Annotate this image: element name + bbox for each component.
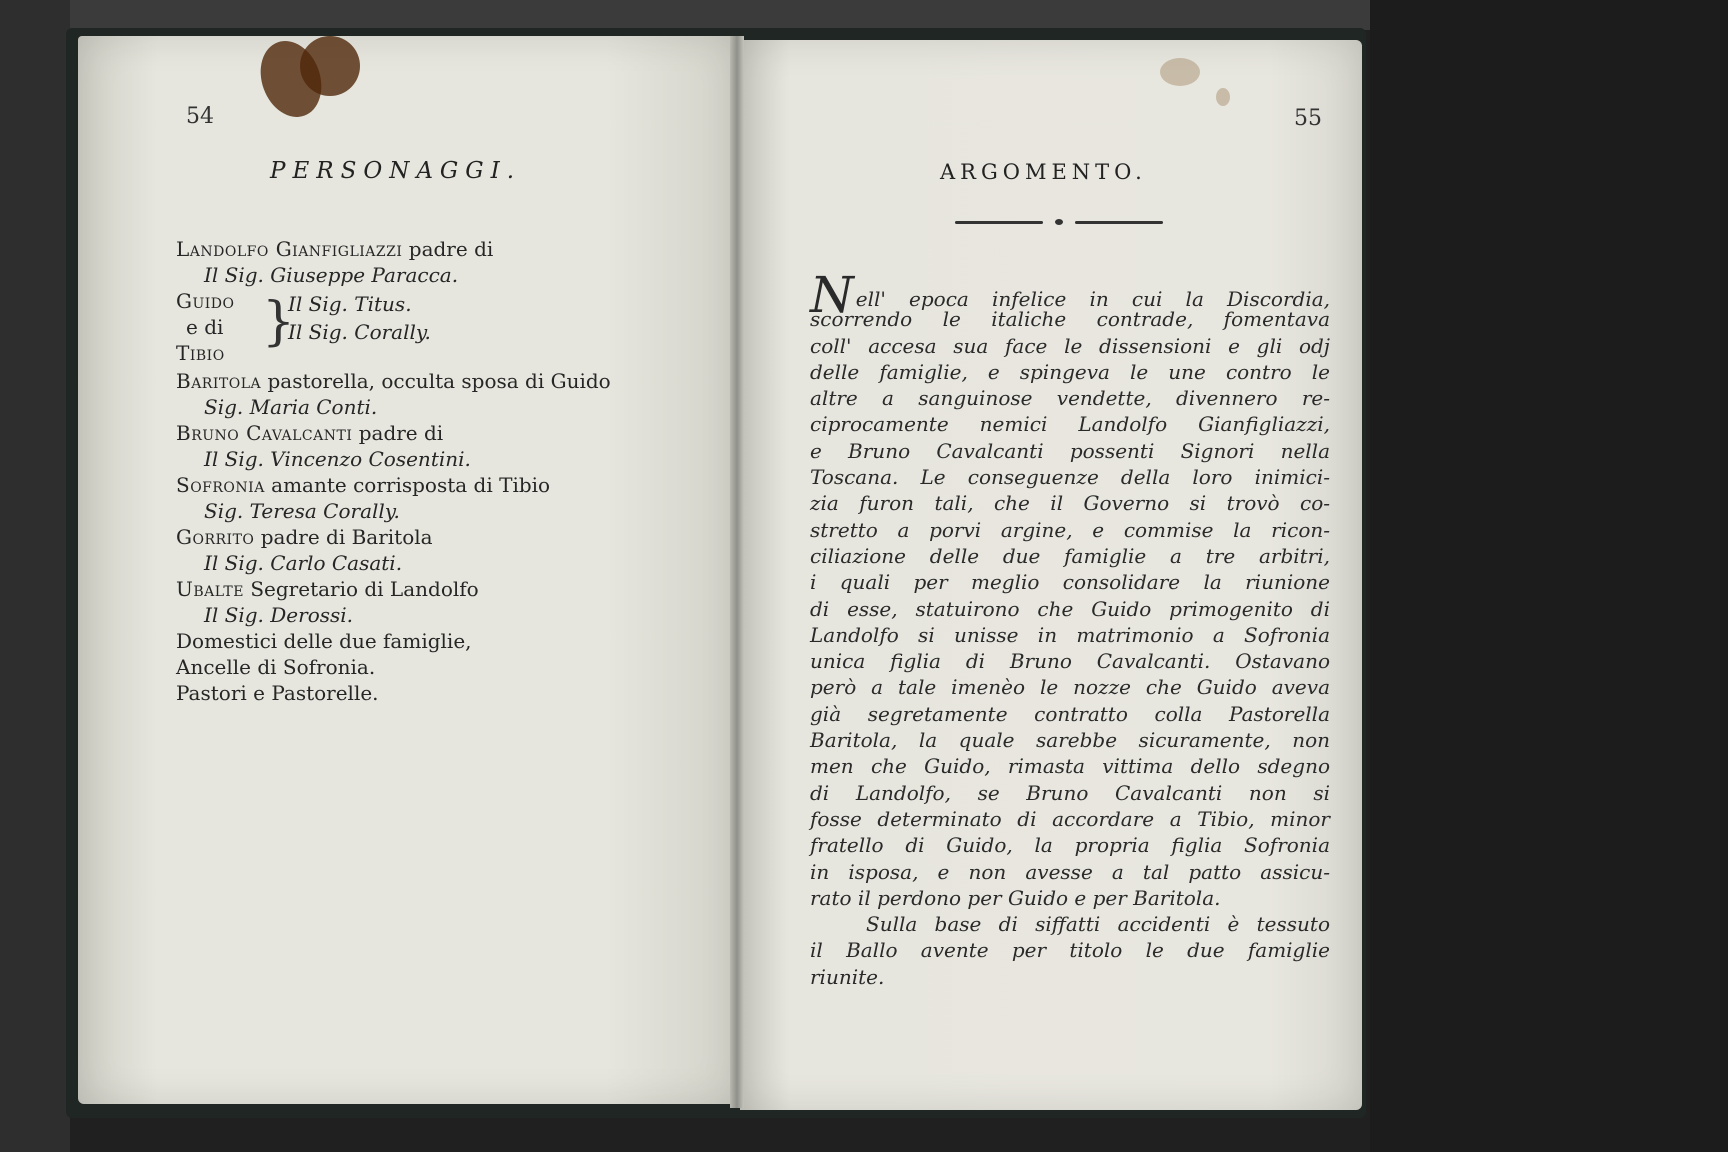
text-line: unica figlia di Bruno Cavalcanti. Ostavano <box>810 649 1330 674</box>
actor-name: Il Sig. Titus. <box>288 292 412 316</box>
character-description: Segretario di Landolfo <box>243 577 479 601</box>
text-line: men che Guido, rimasta vittima dello sdegno <box>810 754 1330 779</box>
character-name: Landolfo Gianfigliazzi <box>176 237 403 261</box>
background-top <box>70 0 1370 30</box>
text-line: coll' accesa sua face le dissensioni e gli odj <box>810 333 1330 358</box>
foxing-spot <box>1216 88 1230 106</box>
character-description: padre di Baritola <box>254 525 433 549</box>
actor-name: Il Sig. Vincenzo Cosentini. <box>204 447 471 471</box>
text-line: però a tale imenèo le nozze che Guido aveva <box>810 675 1330 700</box>
actor-name: Il Sig. Derossi. <box>204 603 354 627</box>
pair-actors <box>288 290 431 346</box>
text-line: in isposa, e non avesse a tal patto assicu- <box>810 859 1330 884</box>
actor-name: Il Sig. Corally. <box>288 320 431 344</box>
cast-entry <box>176 576 696 602</box>
drop-cap: N <box>810 266 854 324</box>
ornament-dot <box>1055 219 1063 225</box>
cast-entry <box>176 368 696 394</box>
page-title-argomento: ARGOMENTO. <box>940 160 1147 184</box>
extras-entry: Ancelle di Sofronia. <box>176 655 376 679</box>
character-name: Baritola <box>176 369 262 393</box>
text-line: già segretamente contratto colla Pastorella <box>810 701 1330 726</box>
text-line: i quali per meglio consolidare la riunione <box>810 570 1330 595</box>
book-gutter <box>730 36 744 1108</box>
character-name: Gorrito <box>176 525 255 549</box>
text-line: zia furon tali, che il Governo si trovò co- <box>810 491 1330 516</box>
text-line: di esse, statuirono che Guido primogenito di <box>810 596 1330 621</box>
cast-entry <box>176 472 696 498</box>
cast-list <box>176 236 696 706</box>
character-name: Bruno Cavalcanti <box>176 421 353 445</box>
text-line: di Landolfo, se Bruno Cavalcanti non si <box>810 780 1330 805</box>
text-line: fosse determinato di accordare a Tibio, minor <box>810 806 1330 831</box>
actor-name: Sig. Teresa Corally. <box>204 499 400 523</box>
text-line: Toscana. Le conseguenze della loro inimici- <box>810 465 1330 490</box>
title-ornament <box>955 218 1165 228</box>
argument-text <box>810 266 1330 990</box>
text-line: altre a sanguinose vendette, divennero re- <box>810 386 1330 411</box>
extras-entry: Pastori e Pastorelle. <box>176 681 379 705</box>
text-line: ciprocamente nemici Landolfo Gianfigliazzi, <box>810 412 1330 437</box>
cast-pair-guido-tibio <box>176 288 696 368</box>
character-name: Sofronia <box>176 473 265 497</box>
text-line-content: ell' epoca infelice in cui la Discordia, <box>855 287 1330 311</box>
text-line: Baritola, la quale sarebbe sicuramente, non <box>810 728 1330 753</box>
brace-glyph: } <box>262 292 296 352</box>
page-title-personaggi: PERSONAGGI. <box>270 158 522 184</box>
text-line: scorrendo le italiche contrade, fomentava <box>810 307 1330 332</box>
cast-entry <box>176 236 696 262</box>
ornament-rule <box>955 221 1043 224</box>
text-line: fratello di Guido, la propria figlia Sofronia <box>810 833 1330 858</box>
character-description: amante corrisposta di Tibio <box>264 473 551 497</box>
character-description: padre di <box>402 237 494 261</box>
cast-entry <box>176 524 696 550</box>
text-line: ciliazione delle due famiglie a tre arbitri, <box>810 543 1330 568</box>
extras-entry: Domestici delle due famiglie, <box>176 629 472 653</box>
character-description: padre di <box>352 421 444 445</box>
actor-name: Il Sig. Giuseppe Paracca. <box>204 263 459 287</box>
text-line: riunite. <box>810 964 885 989</box>
ornament-rule <box>1075 221 1163 224</box>
background-right <box>1370 0 1728 1152</box>
cast-entry <box>176 420 696 446</box>
text-line: e Bruno Cavalcanti possenti Signori nella <box>810 438 1330 463</box>
pair-names <box>176 288 256 366</box>
text-line: il Ballo avente per titolo le due famiglie <box>810 938 1330 963</box>
text-line: stretto a porvi argine, e commise la ricon- <box>810 517 1330 542</box>
page-number-right: 55 <box>1294 106 1322 131</box>
background-left <box>0 0 70 1152</box>
actor-name: Il Sig. Carlo Casati. <box>204 551 403 575</box>
foxing-spot <box>1160 58 1200 86</box>
pair-connector: e di <box>186 315 224 339</box>
page-number-left: 54 <box>186 104 214 129</box>
ink-stain <box>300 36 360 96</box>
text-line: Landolfo si unisse in matrimonio a Sofronia <box>810 622 1330 647</box>
text-line: delle famiglie, e spingeva le une contro le <box>810 359 1330 384</box>
character-name: Tibio <box>176 341 225 365</box>
character-name: Guido <box>176 289 235 313</box>
character-description: pastorella, occulta sposa di Guido <box>261 369 611 393</box>
text-line: rato il perdono per Guido e per Baritola. <box>810 885 1221 910</box>
actor-name: Sig. Maria Conti. <box>204 395 378 419</box>
text-line: Sulla base di siffatti accidenti è tessuto <box>866 912 1330 937</box>
character-name: Ubalte <box>176 577 244 601</box>
